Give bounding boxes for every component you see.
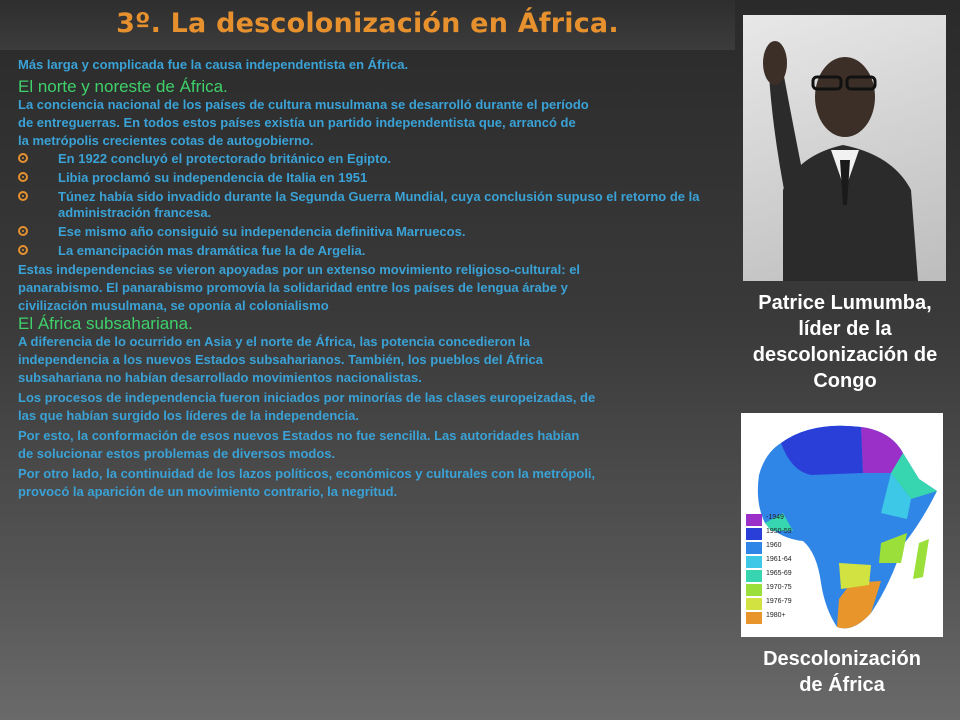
paragraph-line: Los procesos de independencia fueron iniciados por minorías de las clases europeizadas, de — [18, 390, 596, 405]
legend-label: 1965-69 — [766, 570, 792, 577]
paragraph-line: de entreguerras. En todos estos países existía un partido independentista que, arrancó de — [18, 115, 576, 130]
legend-swatch — [746, 612, 762, 624]
paragraph-line: Estas independencias se vieron apoyadas por un extenso movimiento religioso-cultural: el — [18, 262, 581, 277]
section-heading-subsaharan: El África subsahariana. — [18, 314, 193, 333]
bullet-icon — [18, 226, 28, 236]
legend-label: 1976-79 — [766, 598, 792, 605]
paragraph-line: civilización musulmana, se oponía al colonialismo — [18, 298, 329, 313]
africa-map — [741, 413, 943, 637]
list-item-text: Ese mismo año consiguió su independencia definitiva Marruecos. — [58, 224, 466, 239]
paragraph-line: panarabismo. El panarabismo promovía la solidaridad entre los países de lengua árabe y — [18, 280, 568, 295]
list-item-text: La emancipación mas dramática fue la de Argelia. — [58, 243, 366, 258]
paragraph-line: la metrópolis crecientes cotas de autogobierno. — [18, 133, 314, 148]
legend-item — [746, 583, 826, 597]
paragraph-line: Por otro lado, la continuidad de los lazos políticos, económicos y culturales con la metrópoli, — [18, 466, 596, 481]
bullet-icon — [18, 245, 28, 255]
legend-item — [746, 541, 826, 555]
content-body — [18, 57, 708, 500]
paragraph-line: provocó la aparición de un movimiento contrario, la negritud. — [18, 484, 398, 499]
legend-swatch — [746, 514, 762, 526]
legend-swatch — [746, 598, 762, 610]
list-item — [18, 170, 708, 186]
list-item — [18, 189, 708, 221]
bullet-icon — [18, 172, 28, 182]
paragraph-line: de solucionar estos problemas de diversos modos. — [18, 446, 336, 461]
legend-label: 1961-64 — [766, 556, 792, 563]
legend-swatch — [746, 570, 762, 582]
paragraph-line: subsahariana no habían desarrollado movimientos nacionalistas. — [18, 370, 422, 385]
title-bar — [0, 0, 735, 50]
paragraph-line: Por esto, la conformación de esos nuevos Estados no fue sencilla. Las autoridades habían — [18, 428, 580, 443]
map-legend — [746, 513, 826, 625]
portrait-photo — [743, 15, 946, 281]
portrait-caption: Patrice Lumumba, líder de la descolonización de Congo — [752, 292, 938, 392]
legend-swatch — [746, 556, 762, 568]
legend-label: 1970-75 — [766, 584, 792, 591]
paragraph-line: las que habían surgido los líderes de la independencia. — [18, 408, 359, 423]
list-item-text: Túnez había sido invadido durante la Segunda Guerra Mundial, cuya conclusión supuso el retorno de la administración francesa. — [58, 189, 700, 220]
legend-item — [746, 527, 826, 541]
intro-text: Más larga y complicada fue la causa independentista en África. — [18, 57, 409, 72]
list-item — [18, 151, 708, 167]
list-item — [18, 224, 708, 240]
list-item-text: En 1922 concluyó el protectorado británico en Egipto. — [58, 151, 392, 166]
legend-swatch — [746, 584, 762, 596]
legend-swatch — [746, 542, 762, 554]
paragraph-line: La conciencia nacional de los países de cultura musulmana se desarrolló durante el período — [18, 97, 589, 112]
legend-label: -1949 — [766, 514, 784, 521]
legend-label: 1980+ — [766, 612, 786, 619]
section-heading-north: El norte y noreste de África. — [18, 77, 228, 96]
legend-label: 1960 — [766, 542, 782, 549]
map-caption: Descolonización de África — [763, 648, 921, 696]
legend-item — [746, 555, 826, 569]
bullet-icon — [18, 191, 28, 201]
bullet-list — [18, 151, 708, 259]
legend-swatch — [746, 528, 762, 540]
paragraph-line: A diferencia de lo ocurrido en Asia y el norte de África, las potencia concedieron la — [18, 334, 530, 349]
legend-item — [746, 597, 826, 611]
portrait-illustration — [743, 15, 946, 281]
paragraph-line: independencia a los nuevos Estados subsaharianos. También, los pueblos del África — [18, 352, 543, 367]
list-item-text: Libia proclamó su independencia de Italia en 1951 — [58, 170, 368, 185]
legend-item — [746, 611, 826, 625]
list-item — [18, 243, 708, 259]
legend-item — [746, 569, 826, 583]
slide-title: 3º. La descolonización en África. — [116, 8, 619, 39]
legend-label: 1950-59 — [766, 528, 792, 535]
bullet-icon — [18, 153, 28, 163]
legend-item — [746, 513, 826, 527]
